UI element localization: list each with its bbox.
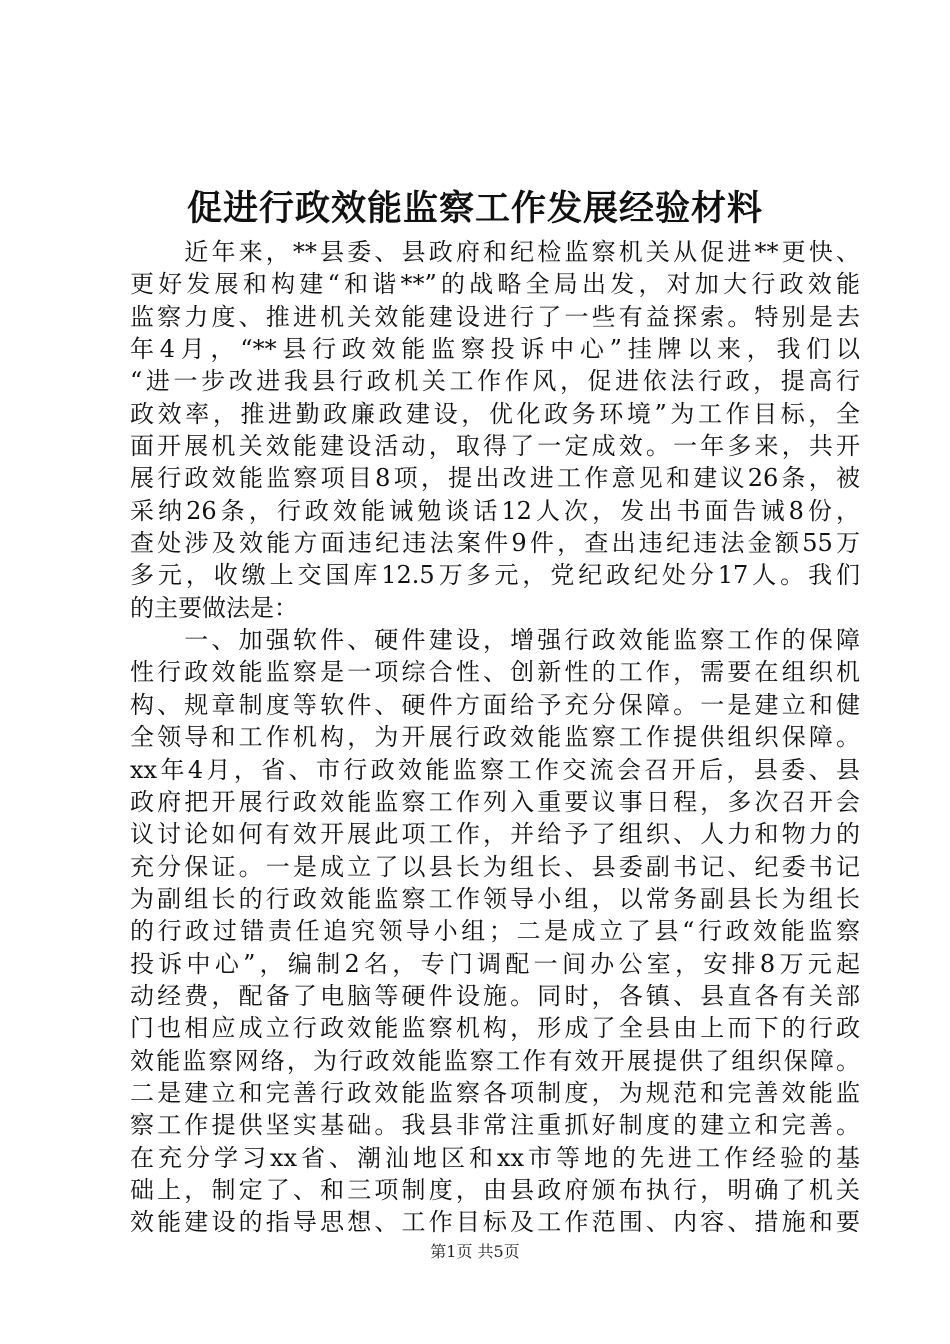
body-line: 查处涉及效能方面违纪违法案件9件，查出违纪违法金额55万 xyxy=(130,529,860,558)
body-line: 采纳26条，行政效能诫勉谈话12人次，发出书面告诫8份， xyxy=(130,496,860,525)
document-body xyxy=(130,236,860,1239)
body-line: 近年来，**县委、县政府和纪检监察机关从促进**更快、 xyxy=(130,238,860,266)
body-line: 的行政过错责任追究领导小组；二是成立了县“行政效能监察 xyxy=(130,917,860,946)
body-line: 政府把开展行政效能监察工作列入重要议事日程，多次召开会 xyxy=(130,787,860,816)
body-line: “进一步改进我县行政机关工作作风，促进依法行政，提高行 xyxy=(130,367,860,396)
document-title: 促进行政效能监察工作发展经验材料 xyxy=(186,188,763,229)
body-line: 础上，制定了、和三项制度，由县政府颁布执行，明确了机关 xyxy=(130,1175,860,1204)
body-line: 在充分学习xx省、潮汕地区和xx市等地的先进工作经验的基 xyxy=(130,1143,860,1172)
body-line: 二是建立和完善行政效能监察各项制度，为规范和完善效能监 xyxy=(130,1078,860,1107)
body-line: 面开展机关效能建设活动，取得了一定成效。一年多来，共开 xyxy=(130,432,860,461)
body-line: 年4月，“**县行政效能监察投诉中心”挂牌以来，我们以 xyxy=(130,335,860,364)
body-line: xx年4月，省、市行政效能监察工作交流会召开后，县委、县 xyxy=(130,755,860,784)
body-line: 更好发展和构建“和谐**”的战略全局出发，对加大行政效能 xyxy=(130,270,860,299)
body-line: 一、加强软件、硬件建设，增强行政效能监察工作的保障 xyxy=(130,626,860,655)
body-line: 构、规章制度等软件、硬件方面给予充分保障。一是建立和健 xyxy=(130,690,860,719)
body-line: 政效率，推进勤政廉政建设，优化政务环境”为工作目标，全 xyxy=(130,399,860,428)
body-line: 察工作提供坚实基础。我县非常注重抓好制度的建立和完善。 xyxy=(130,1111,860,1140)
body-line: 的主要做法是： xyxy=(130,593,298,622)
body-line: 全领导和工作机构，为开展行政效能监察工作提供组织保障。 xyxy=(130,723,860,752)
page-number-footer: 第1页 共5页 xyxy=(430,1242,520,1261)
body-line: 性行政效能监察是一项综合性、创新性的工作，需要在组织机 xyxy=(130,658,860,687)
body-line: 效能监察网络，为行政效能监察工作有效开展提供了组织保障。 xyxy=(130,1046,860,1075)
body-line: 监察力度、推进机关效能建设进行了一些有益探索。特别是去 xyxy=(130,302,860,331)
body-line: 为副组长的行政效能监察工作领导小组，以常务副县长为组长 xyxy=(130,884,860,913)
body-line: 投诉中心”，编制2名，专门调配一间办公室，安排8万元起 xyxy=(130,949,860,978)
body-line: 议讨论如何有效开展此项工作，并给予了组织、人力和物力的 xyxy=(130,820,860,849)
body-line: 效能建设的指导思想、工作目标及工作范围、内容、措施和要 xyxy=(130,1208,860,1237)
body-line: 多元，收缴上交国库12.5万多元，党纪政纪处分17人。我们 xyxy=(130,561,860,590)
body-line: 展行政效能监察项目8项，提出改进工作意见和建议26条，被 xyxy=(130,464,860,493)
body-line: 充分保证。一是成立了以县长为组长、县委副书记、纪委书记 xyxy=(130,852,860,881)
body-line: 动经费，配备了电脑等硬件设施。同时，各镇、县直各有关部 xyxy=(130,981,860,1010)
body-line: 门也相应成立行政效能监察机构，形成了全县由上而下的行政 xyxy=(130,1014,860,1043)
